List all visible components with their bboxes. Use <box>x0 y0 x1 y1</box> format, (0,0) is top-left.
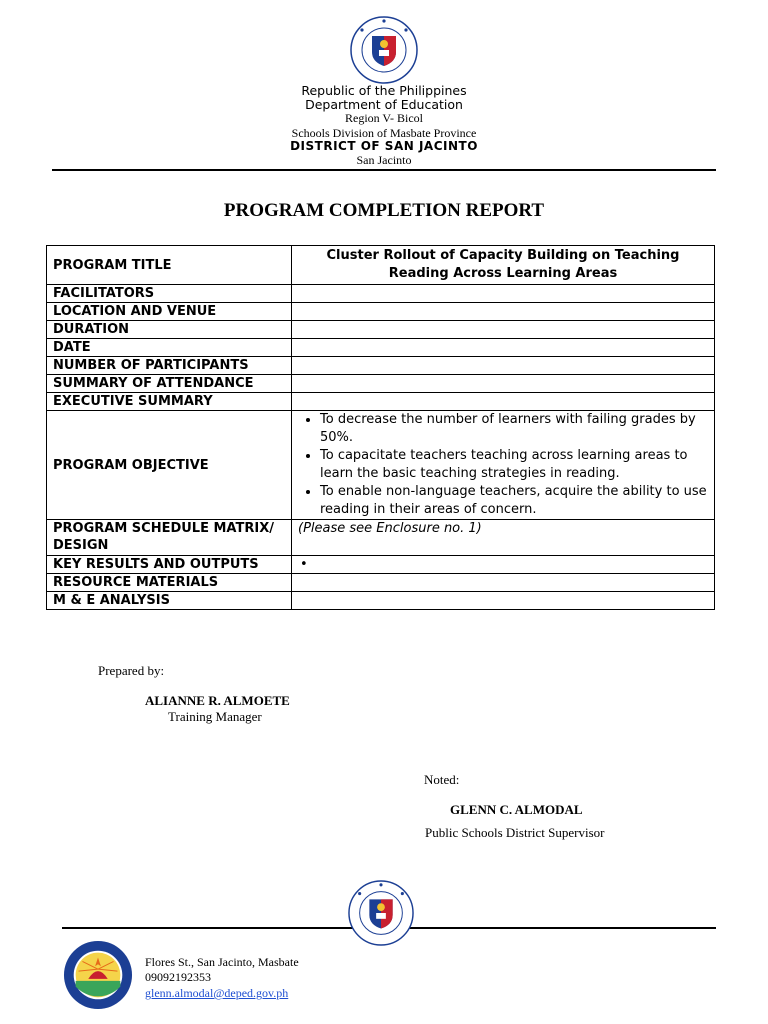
preparer-name: ALIANNE R. ALMOETE <box>145 693 290 708</box>
row-label: FACILITATORS <box>47 285 292 303</box>
header-divider <box>52 169 716 171</box>
row-value: • <box>292 556 715 574</box>
table-row <box>47 285 715 303</box>
row-value <box>292 357 715 375</box>
row-value <box>292 574 715 592</box>
prepared-by-label: Prepared by: <box>98 663 165 678</box>
deped-seal-header <box>350 16 418 84</box>
footer-email-link[interactable]: glenn.almodal@deped.gov.ph <box>145 986 289 1000</box>
san-jacinto-district-seal <box>62 940 134 1010</box>
town-line: San Jacinto <box>356 153 412 167</box>
table-row <box>47 592 715 610</box>
objective-item: • To decrease the number of learners with failing grades by 50%. <box>320 411 708 447</box>
row-label: PROGRAM SCHEDULE MATRIX/ DESIGN <box>47 520 292 556</box>
region-line: Region V- Bicol <box>344 111 423 125</box>
objective-item: • To capacitate teachers teaching across learning areas to learn the basic teaching strategies in reading. <box>320 447 708 483</box>
row-label: LOCATION AND VENUE <box>47 303 292 321</box>
row-value <box>292 393 715 411</box>
row-value <box>292 592 715 610</box>
objectives-list <box>298 411 708 519</box>
row-value: (Please see Enclosure no. 1) <box>292 520 715 556</box>
row-value <box>292 375 715 393</box>
row-label: PROGRAM TITLE <box>47 246 292 285</box>
row-label: PROGRAM OBJECTIVE <box>47 411 292 520</box>
row-value <box>292 321 715 339</box>
noter-title: Public Schools District Supervisor <box>425 825 605 840</box>
row-label: KEY RESULTS AND OUTPUTS <box>47 556 292 574</box>
noted-label: Noted: <box>424 772 460 787</box>
row-label: NUMBER OF PARTICIPANTS <box>47 357 292 375</box>
row-value <box>292 285 715 303</box>
noter-name: GLENN C. ALMODAL <box>450 802 583 817</box>
program-title-value: Cluster Rollout of Capacity Building on Teaching Reading Across Learning Areas <box>292 246 715 285</box>
table-row <box>47 556 715 574</box>
table-row <box>47 393 715 411</box>
row-label: SUMMARY OF ATTENDANCE <box>47 375 292 393</box>
row-value <box>292 303 715 321</box>
republic-line: Republic of the Philippines <box>301 83 467 98</box>
table-row <box>47 246 715 285</box>
table-row <box>47 375 715 393</box>
table-row <box>47 303 715 321</box>
objectives-cell <box>292 411 715 520</box>
report-table <box>46 245 715 610</box>
footer-address: Flores St., San Jacinto, Masbate <box>145 955 299 969</box>
row-value <box>292 339 715 357</box>
district-line: DISTRICT OF SAN JACINTO <box>290 139 478 153</box>
row-label: RESOURCE MATERIALS <box>47 574 292 592</box>
row-label: DURATION <box>47 321 292 339</box>
table-row <box>47 339 715 357</box>
preparer-title: Training Manager <box>168 709 262 724</box>
deped-seal-footer <box>347 880 415 946</box>
table-row <box>47 574 715 592</box>
report-title: PROGRAM COMPLETION REPORT <box>223 200 545 221</box>
table-row <box>47 321 715 339</box>
department-line: Department of Education <box>305 97 463 112</box>
table-row <box>47 411 715 520</box>
table-row <box>47 520 715 556</box>
objective-item: • To enable non-language teachers, acquire the ability to use reading in their areas of concern. <box>320 483 708 519</box>
footer-phone: 09092192353 <box>145 970 211 984</box>
table-row <box>47 357 715 375</box>
row-label: M & E ANALYSIS <box>47 592 292 610</box>
row-label: EXECUTIVE SUMMARY <box>47 393 292 411</box>
row-label: DATE <box>47 339 292 357</box>
division-line: Schools Division of Masbate Province <box>291 126 477 140</box>
